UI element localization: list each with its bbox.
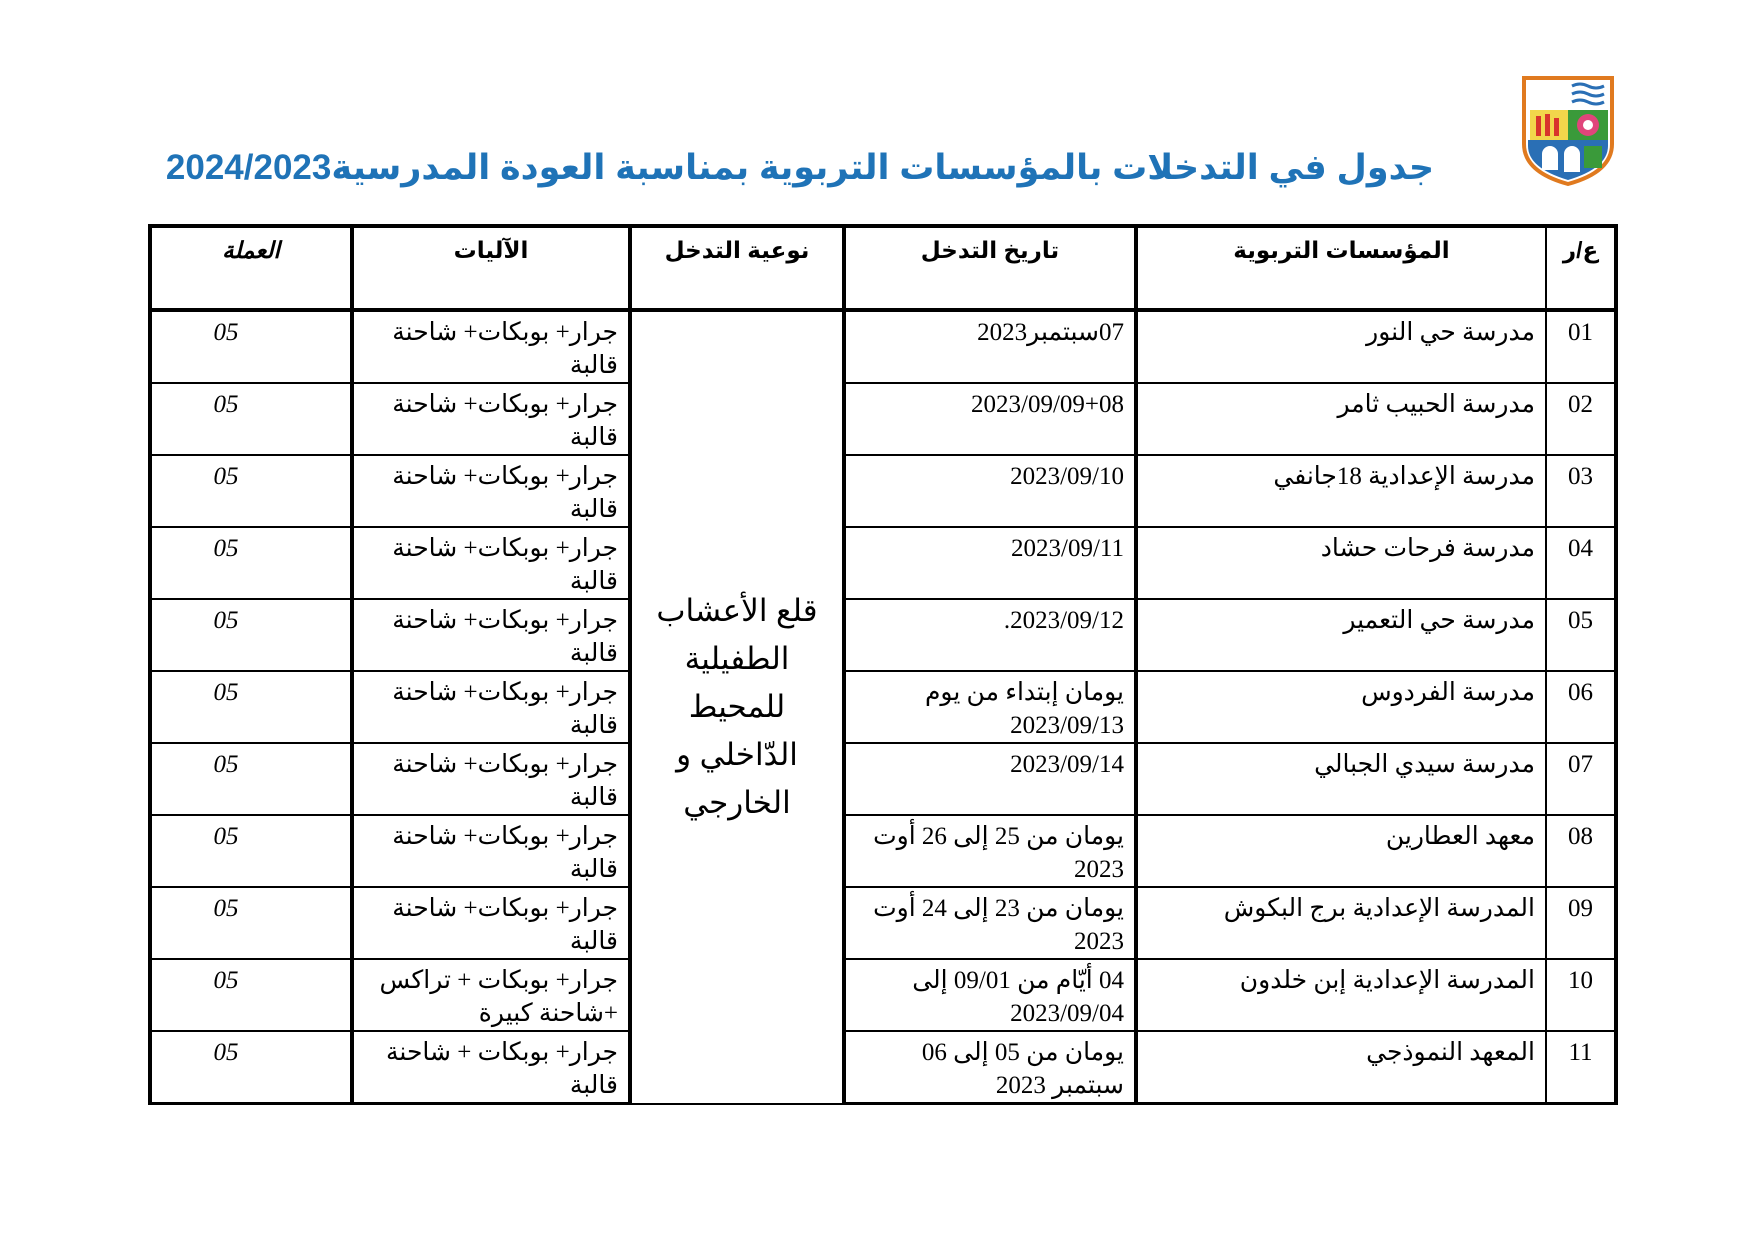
row-num: 09 <box>1546 887 1616 959</box>
row-institution: مدرسة حي التعمير <box>1136 599 1546 671</box>
row-num: 01 <box>1546 310 1616 383</box>
row-equipment: جرار+ بوبكات+ شاحنة قالبة <box>352 671 630 743</box>
row-workers: 05 <box>150 671 352 743</box>
row-date: 2023/09/12. <box>844 599 1136 671</box>
table-row <box>150 455 1616 527</box>
row-workers: 05 <box>150 815 352 887</box>
row-workers: 05 <box>150 310 352 383</box>
intervention-type-cell: قلع الأعشاب الطفيلية للمحيط الدّاخلي و الخارجي <box>630 310 844 1104</box>
row-institution: المدرسة الإعدادية إبن خلدون <box>1136 959 1546 1031</box>
row-num: 06 <box>1546 671 1616 743</box>
row-num: 08 <box>1546 815 1616 887</box>
row-num: 02 <box>1546 383 1616 455</box>
row-institution: مدرسة فرحات حشاد <box>1136 527 1546 599</box>
interventions-table <box>148 224 1618 1105</box>
row-workers: 05 <box>150 1031 352 1104</box>
header-type: نوعية التدخل <box>630 226 844 310</box>
row-date: 2023/09/14 <box>844 743 1136 815</box>
table-row <box>150 527 1616 599</box>
row-num: 05 <box>1546 599 1616 671</box>
row-institution: مدرسة حي النور <box>1136 310 1546 383</box>
header-date: تاريخ التدخل <box>844 226 1136 310</box>
table-header-row <box>150 226 1616 310</box>
row-workers: 05 <box>150 887 352 959</box>
row-equipment: جرار+ بوبكات+ شاحنة قالبة <box>352 815 630 887</box>
row-num: 11 <box>1546 1031 1616 1104</box>
table-row <box>150 743 1616 815</box>
row-workers: 05 <box>150 527 352 599</box>
table-row <box>150 959 1616 1031</box>
header-num: ع/ر <box>1546 226 1616 310</box>
row-institution: مدرسة الإعدادية 18جانفي <box>1136 455 1546 527</box>
row-date: 04 أيّام من 09/01 إلى 2023/09/04 <box>844 959 1136 1031</box>
table-row <box>150 815 1616 887</box>
header-equipment: الآليات <box>352 226 630 310</box>
row-equipment: جرار+ بوبكات+ شاحنة قالبة <box>352 383 630 455</box>
row-workers: 05 <box>150 743 352 815</box>
row-workers: 05 <box>150 455 352 527</box>
row-institution: مدرسة الحبيب ثامر <box>1136 383 1546 455</box>
row-institution: المعهد النموذجي <box>1136 1031 1546 1104</box>
row-equipment: جرار+ بوبكات+ شاحنة قالبة <box>352 599 630 671</box>
row-date: 2023/09/09+08 <box>844 383 1136 455</box>
table-row <box>150 383 1616 455</box>
row-workers: 05 <box>150 383 352 455</box>
table-row <box>150 671 1616 743</box>
table-row <box>150 887 1616 959</box>
row-num: 10 <box>1546 959 1616 1031</box>
header-institution: المؤسسات التربوية <box>1136 226 1546 310</box>
row-date: يومان من 25 إلى 26 أوت 2023 <box>844 815 1136 887</box>
row-date: يومان من 23 إلى 24 أوت 2023 <box>844 887 1136 959</box>
row-equipment: جرار+ بوبكات+ شاحنة قالبة <box>352 743 630 815</box>
row-workers: 05 <box>150 599 352 671</box>
row-institution: مدرسة الفردوس <box>1136 671 1546 743</box>
header-workers: العملة <box>150 226 352 310</box>
municipality-emblem-icon <box>1520 74 1616 186</box>
row-equipment: جرار+ بوبكات + شاحنة قالبة <box>352 1031 630 1104</box>
row-date: 2023/09/10 <box>844 455 1136 527</box>
row-institution: مدرسة سيدي الجبالي <box>1136 743 1546 815</box>
row-institution: المدرسة الإعدادية برج البكوش <box>1136 887 1546 959</box>
table-row <box>150 599 1616 671</box>
row-workers: 05 <box>150 959 352 1031</box>
row-institution: معهد العطارين <box>1136 815 1546 887</box>
row-num: 03 <box>1546 455 1616 527</box>
row-equipment: جرار+ بوبكات+ شاحنة قالبة <box>352 455 630 527</box>
row-date: يومان من 05 إلى 06 سبتمبر 2023 <box>844 1031 1136 1104</box>
row-num: 07 <box>1546 743 1616 815</box>
row-equipment: جرار+ بوبكات+ شاحنة قالبة <box>352 887 630 959</box>
row-equipment: جرار+ بوبكات+ شاحنة قالبة <box>352 310 630 383</box>
table-row <box>150 1031 1616 1104</box>
row-equipment: جرار+ بوبكات+ شاحنة قالبة <box>352 527 630 599</box>
table-row <box>150 310 1616 383</box>
row-num: 04 <box>1546 527 1616 599</box>
row-date: 07سبتمبر2023 <box>844 310 1136 383</box>
row-date: 2023/09/11 <box>844 527 1136 599</box>
row-date: يومان إبتداء من يوم 2023/09/13 <box>844 671 1136 743</box>
row-equipment: جرار+ بوبكات + تراكس +شاحنة كبيرة <box>352 959 630 1031</box>
page-title: جدول في التدخلات بالمؤسسات التربوية بمناسبة العودة المدرسية2024/2023 <box>165 148 1435 187</box>
